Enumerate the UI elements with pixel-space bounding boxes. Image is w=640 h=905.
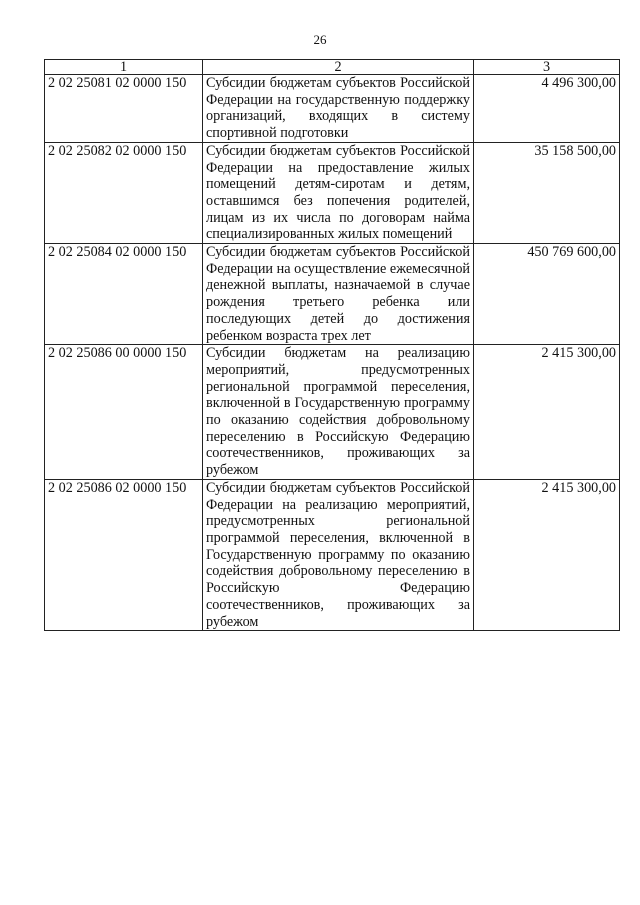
table-row <box>45 345 620 480</box>
revenue-code: 2 02 25086 00 0000 150 <box>45 345 203 480</box>
column-header-1: 1 <box>45 60 203 75</box>
table-row <box>45 244 620 345</box>
revenue-code: 2 02 25081 02 0000 150 <box>45 75 203 143</box>
column-header-3: 3 <box>474 60 620 75</box>
revenue-description: Субсидии бюджетам на реализацию мероприятий, предусмотренных региональной программой переселения, включенной в Государственную программу по оказанию содействия добровольному переселению в Российскую Федерацию соотечественников, проживающих за рубежом <box>203 345 474 480</box>
amount: 2 415 300,00 <box>474 345 620 480</box>
amount: 4 496 300,00 <box>474 75 620 143</box>
amount: 450 769 600,00 <box>474 244 620 345</box>
revenue-description: Субсидии бюджетам субъектов Российской Федерации на государственную поддержку организаций, входящих в систему спортивной подготовки <box>203 75 474 143</box>
page-number: 26 <box>313 32 327 47</box>
revenue-code: 2 02 25082 02 0000 150 <box>45 142 203 243</box>
amount: 2 415 300,00 <box>474 479 620 630</box>
revenue-code: 2 02 25086 02 0000 150 <box>45 479 203 630</box>
header-row <box>45 60 620 75</box>
table-row <box>45 479 620 630</box>
revenue-description: Субсидии бюджетам субъектов Российской Федерации на реализацию мероприятий, предусмотренных региональной программой переселения, включенной в Государственную программу по оказанию содействия добровольному переселению в Российскую Федерацию соотечественников, проживающих за рубежом <box>203 479 474 630</box>
table-row <box>45 75 620 143</box>
amount: 35 158 500,00 <box>474 142 620 243</box>
budget-table <box>44 59 620 631</box>
revenue-description: Субсидии бюджетам субъектов Российской Федерации на осуществление ежемесячной денежной выплаты, назначаемой в случае рождения третьего ребенка или последующих детей до достижения ребенком возраста трех лет <box>203 244 474 345</box>
revenue-code: 2 02 25084 02 0000 150 <box>45 244 203 345</box>
column-header-2: 2 <box>203 60 474 75</box>
table-row <box>45 142 620 243</box>
revenue-description: Субсидии бюджетам субъектов Российской Федерации на предоставление жилых помещений детям-сиротам и детям, оставшимся без попечения родителей, лицам из их числа по договорам найма специализированных жилых помещений <box>203 142 474 243</box>
